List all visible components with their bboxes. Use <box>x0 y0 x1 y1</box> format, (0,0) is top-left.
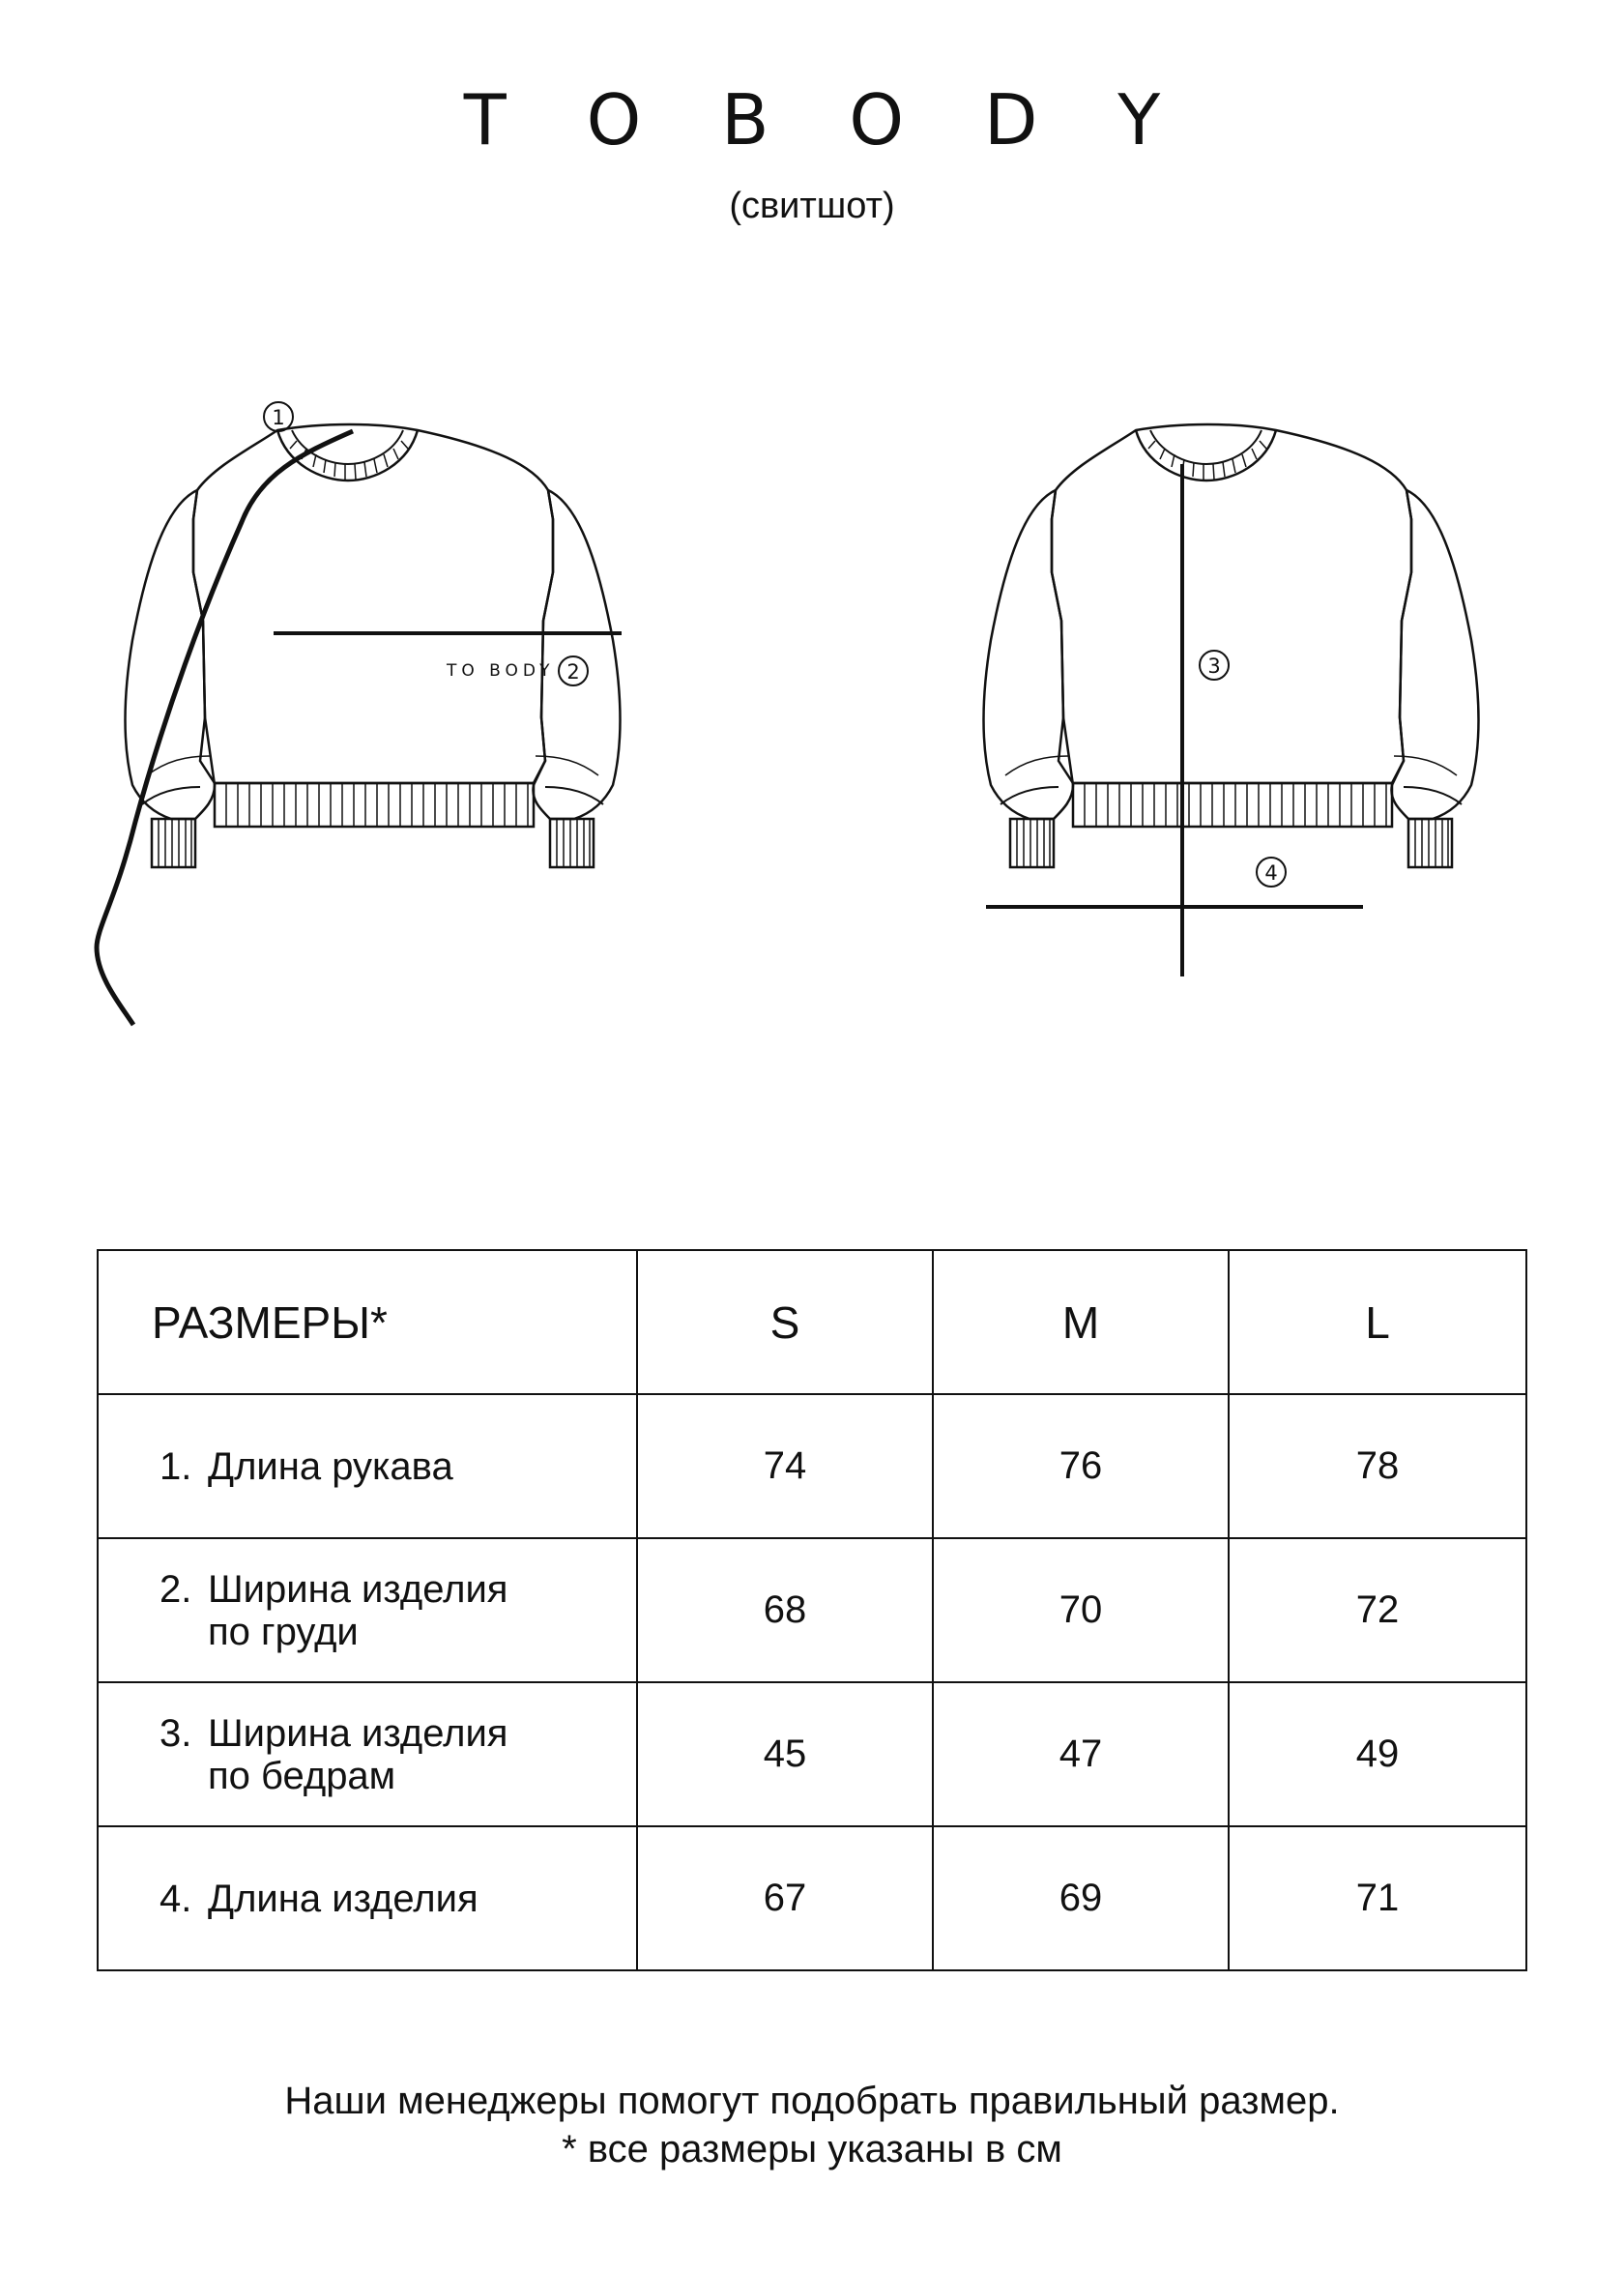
table-cell: 71 <box>1229 1826 1526 1970</box>
chest-print: TO BODY <box>447 661 555 681</box>
table-cell: 72 <box>1229 1538 1526 1682</box>
brand-title: T O B O D Y <box>463 79 1190 160</box>
table-cell: 78 <box>1229 1394 1526 1538</box>
marker-1 <box>264 402 293 431</box>
table-cell: 49 <box>1229 1682 1526 1826</box>
table-header-label: РАЗМЕРЫ* <box>98 1250 637 1394</box>
table-cell: 74 <box>637 1394 933 1538</box>
svg-text:3: 3 <box>1207 655 1221 678</box>
table-cell: 69 <box>933 1826 1229 1970</box>
marker-2 <box>559 656 588 685</box>
size-header-m: M <box>933 1250 1229 1394</box>
back-view <box>984 424 1479 867</box>
product-subtitle: (свитшот) <box>729 186 895 226</box>
table-row <box>98 1682 1526 1826</box>
front-view <box>126 424 621 867</box>
table-cell: 70 <box>933 1538 1229 1682</box>
row-label: 2. Ширина изделия по груди <box>98 1538 637 1682</box>
footer-line-1: Наши менеджеры помогут подобрать правильный размер. <box>284 2080 1340 2122</box>
table-cell: 76 <box>933 1394 1229 1538</box>
sweatshirt-drawings <box>0 367 1624 1102</box>
marker-4 <box>1257 858 1286 887</box>
size-header-s: S <box>637 1250 933 1394</box>
marker-3 <box>1200 651 1229 680</box>
table-row <box>98 1538 1526 1682</box>
size-header-l: L <box>1229 1250 1526 1394</box>
row-label: 3. Ширина изделия по бедрам <box>98 1682 637 1826</box>
footer-line-2: * все размеры указаны в см <box>562 2128 1062 2170</box>
table-cell: 68 <box>637 1538 933 1682</box>
sleeve-length-line <box>97 431 353 1025</box>
table-row <box>98 1394 1526 1538</box>
table-cell: 47 <box>933 1682 1229 1826</box>
table-cell: 45 <box>637 1682 933 1826</box>
table-header-row <box>98 1250 1526 1394</box>
table-cell: 67 <box>637 1826 933 1970</box>
row-label: 1. Длина рукава <box>98 1394 637 1538</box>
size-table <box>97 1249 1527 1971</box>
svg-text:1: 1 <box>272 406 285 429</box>
footer-note <box>0 2077 1624 2173</box>
svg-text:2: 2 <box>566 660 580 684</box>
table-row <box>98 1826 1526 1970</box>
row-label: 4. Длина изделия <box>98 1826 637 1970</box>
svg-text:4: 4 <box>1264 861 1278 885</box>
